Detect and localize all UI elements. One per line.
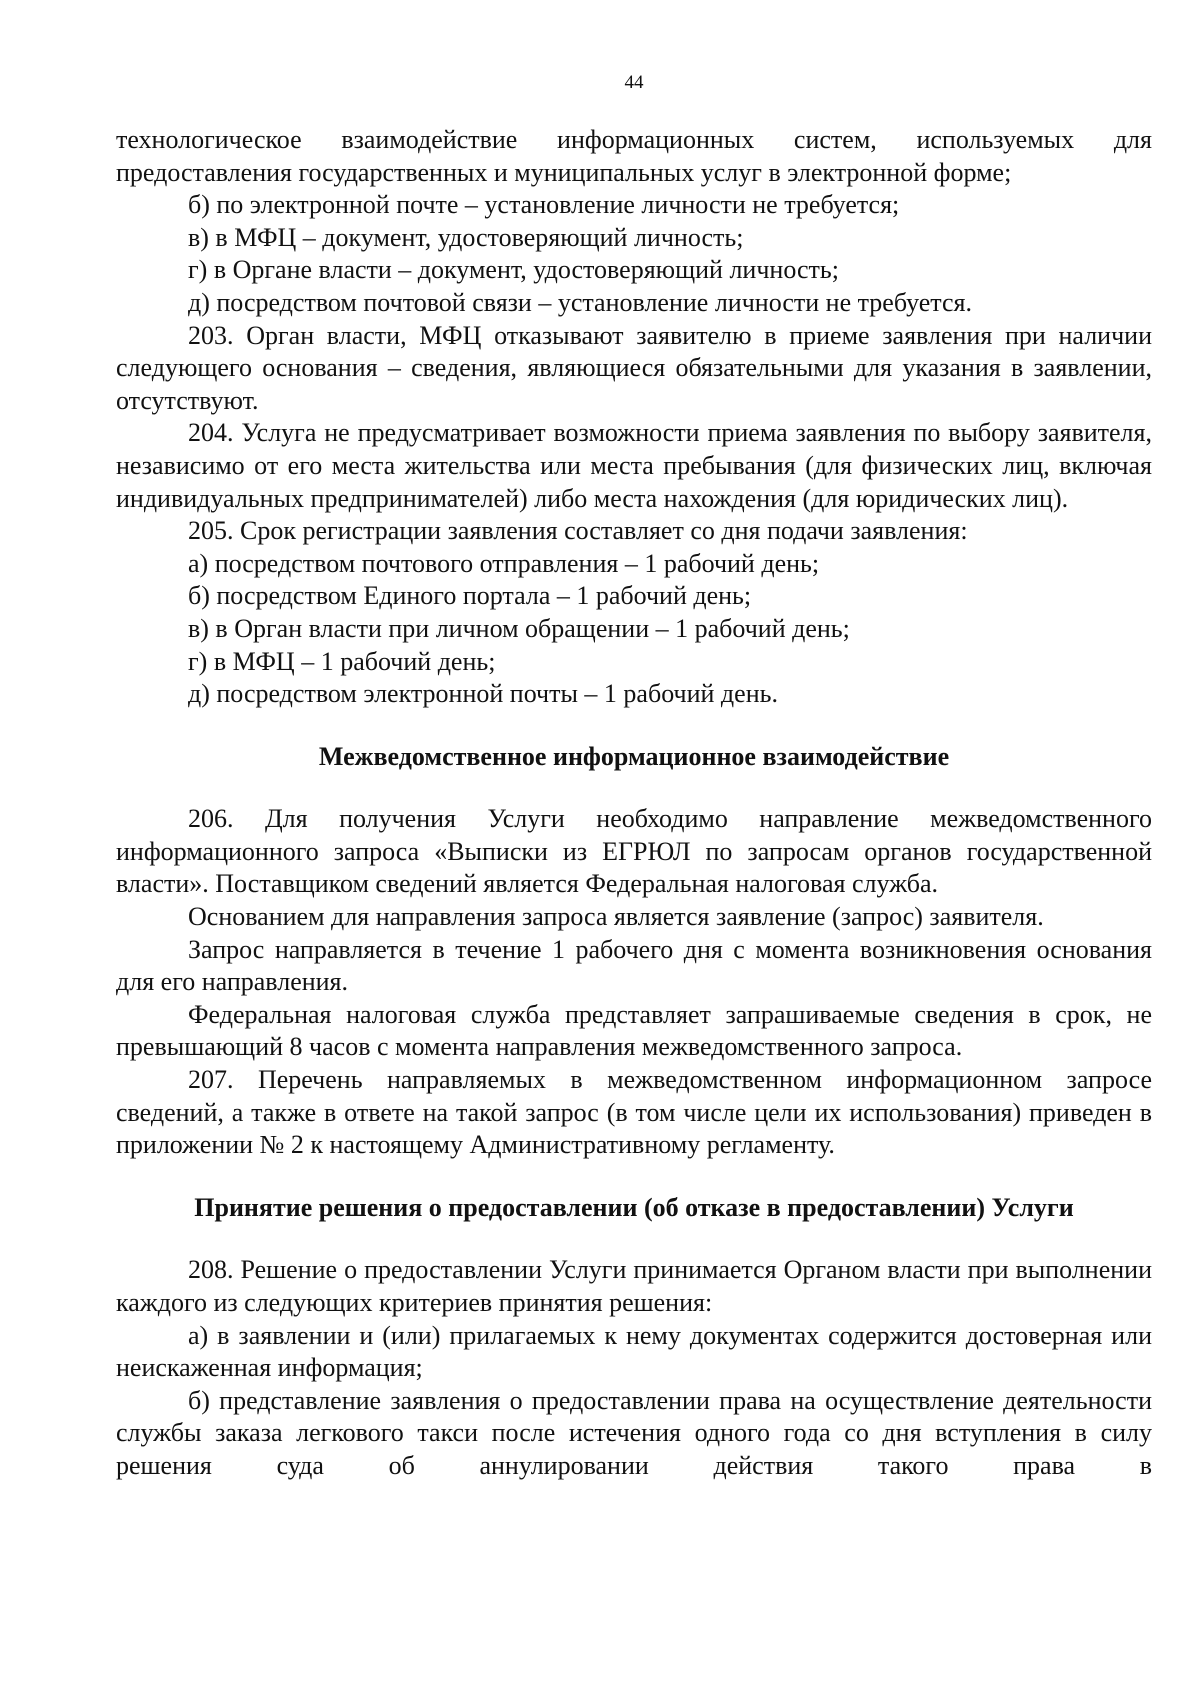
paragraph: б) по электронной почте – установление личности не требуется; — [188, 190, 900, 220]
paragraph: а) в заявлении и (или) прилагаемых к нему документах содержится достоверная или неискаженная информация; — [116, 1320, 1152, 1383]
paragraph: д) посредством почтовой связи – установление личности не требуется. — [188, 287, 972, 317]
paragraph: 207. Перечень направляемых в межведомственном информационном запросе сведений, а также в ответе на такой запрос (в том числе цели их использования) приведен в приложении № 2 к настоящему Административному регламенту. — [116, 1065, 1152, 1160]
paragraph: 205. Срок регистрации заявления составляет со дня подачи заявления: — [188, 516, 968, 546]
paragraph: 206. Для получения Услуги необходимо направление межведомственного информационного запроса «Выписки из ЕГРЮЛ по запросам органов государственной власти». Поставщиком сведений является Федеральная налоговая служба. — [116, 804, 1152, 899]
document-body — [116, 124, 1152, 1483]
paragraph: 208. Решение о предоставлении Услуги принимается Органом власти при выполнении каждого из следующих критериев принятия решения: — [116, 1255, 1152, 1317]
paragraph: 204. Услуга не предусматривает возможности приема заявления по выбору заявителя, независимо от его места жительства или места пребывания (для физических лиц, включая индивидуальных предпринимателей) либо места нахождения (для юридических лиц). — [116, 418, 1152, 513]
paragraph: в) в Орган власти при личном обращении – 1 рабочий день; — [188, 613, 850, 643]
document-page — [116, 72, 1152, 1483]
paragraph: б) представление заявления о предоставлении права на осуществление деятельности службы заказа легкового такси после истечения одного года со дня вступления в силу решения суда об аннулировании действия такого права в — [116, 1385, 1152, 1480]
paragraph: 203. Орган власти, МФЦ отказывают заявителю в приеме заявления при наличии следующего основания – сведения, являющиеся обязательными для указания в заявлении, отсутствуют. — [116, 320, 1152, 415]
section-heading: Принятие решения о предоставлении (об отказе в предоставлении) Услуги — [194, 1192, 1074, 1222]
paragraph: Основанием для направления запроса является заявление (запрос) заявителя. — [188, 902, 1044, 932]
paragraph: технологическое взаимодействие информационных систем, используемых для предоставления государственных и муниципальных услуг в электронной форме; — [116, 125, 1152, 187]
paragraph: г) в Органе власти – документ, удостоверяющий личность; — [188, 255, 839, 285]
page-number: 44 — [624, 72, 644, 93]
paragraph: в) в МФЦ – документ, удостоверяющий личность; — [188, 222, 744, 252]
paragraph: г) в МФЦ – 1 рабочий день; — [188, 646, 496, 676]
paragraph: Федеральная налоговая служба представляет запрашиваемые сведения в срок, не превышающий 8 часов с момента направления межведомственного запроса. — [116, 999, 1152, 1062]
paragraph: а) посредством почтового отправления – 1 рабочий день; — [188, 548, 820, 578]
paragraph: Запрос направляется в течение 1 рабочего дня с момента возникновения основания для его направления. — [116, 934, 1152, 997]
paragraph: б) посредством Единого портала – 1 рабочий день; — [188, 581, 752, 611]
paragraph: д) посредством электронной почты – 1 рабочий день. — [188, 679, 778, 709]
section-heading: Межведомственное информационное взаимодействие — [318, 741, 950, 771]
